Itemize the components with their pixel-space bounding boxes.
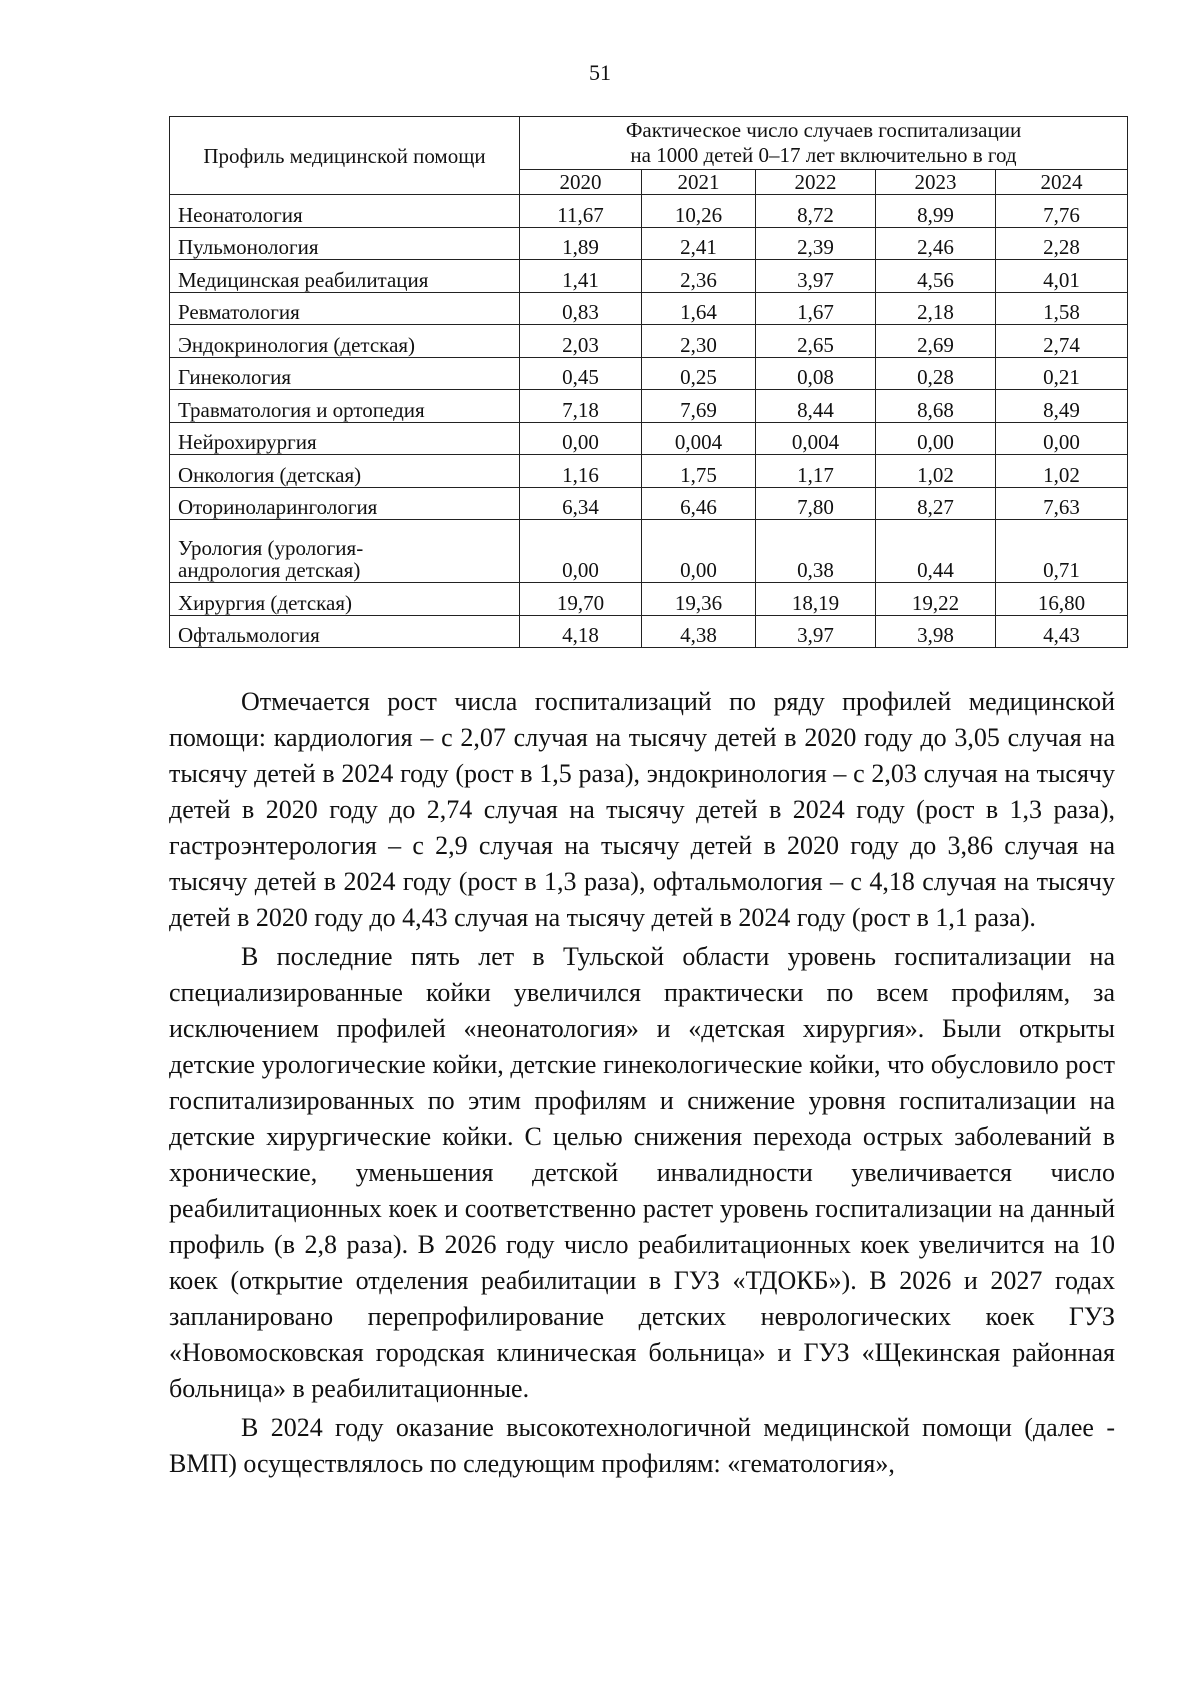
table-row (170, 357, 1128, 390)
year-header: 2024 (996, 170, 1128, 195)
table-row (170, 325, 1128, 358)
table-row (170, 583, 1128, 616)
table-row (170, 455, 1128, 488)
row-value: 0,00 (996, 422, 1128, 455)
table-row (170, 487, 1128, 520)
row-profile: Эндокринология (детская) (170, 325, 520, 358)
row-value: 6,34 (520, 487, 642, 520)
row-profile: Хирургия (детская) (170, 583, 520, 616)
row-value: 0,21 (996, 357, 1128, 390)
row-value: 8,27 (876, 487, 996, 520)
row-value: 4,56 (876, 260, 996, 293)
row-value: 2,03 (520, 325, 642, 358)
row-value: 1,17 (756, 455, 876, 488)
row-value: 1,02 (996, 455, 1128, 488)
row-value: 0,45 (520, 357, 642, 390)
year-header: 2023 (876, 170, 996, 195)
row-profile: Оториноларингология (170, 487, 520, 520)
table-row (170, 390, 1128, 423)
row-value: 2,65 (756, 325, 876, 358)
row-profile (170, 520, 520, 583)
row-profile-line2: андрология детская) (178, 558, 361, 583)
year-header: 2022 (756, 170, 876, 195)
row-value: 6,46 (642, 487, 756, 520)
header-profile: Профиль медицинской помощи (170, 117, 520, 195)
row-value: 4,01 (996, 260, 1128, 293)
year-header: 2021 (642, 170, 756, 195)
row-value: 0,00 (520, 422, 642, 455)
row-value: 2,74 (996, 325, 1128, 358)
paragraph: В последние пять лет в Тульской области уровень госпитализации на специализированные койки увеличился практически по всем профилям, за исключением профилей «неонатология» и «детская хирургия». Были открыты детские урологические койки, детские гинекологические койки, что обусловило рост госпитализированных по этим профилям и снижение уровня госпитализации на детские хирургические койки. С целью снижения перехода острых заболеваний в хронические, уменьшения детской инвалидности увеличивается число реабилитационных коек и соответственно растет уровень госпитализации на данный профиль (в 2,8 раза). В 2026 году число реабилитационных коек увеличится на 10 коек (открытие отделения реабилитации в ГУЗ «ТДОКБ»). В 2026 и 2027 годах запланировано перепрофилирование детских неврологических коек ГУЗ «Новомосковская городская клиническая больница» и ГУЗ «Щекинская районная больница» в реабилитационные. (169, 942, 1115, 1403)
row-profile: Пульмонология (170, 227, 520, 260)
row-value: 0,38 (756, 520, 876, 583)
row-value: 1,02 (876, 455, 996, 488)
table-row (170, 615, 1128, 648)
row-value: 4,43 (996, 615, 1128, 648)
row-value: 0,004 (756, 422, 876, 455)
row-value: 8,68 (876, 390, 996, 423)
body-text (169, 684, 1115, 1482)
row-value: 18,19 (756, 583, 876, 616)
hospitalization-table (169, 116, 1128, 648)
page-number: 51 (589, 60, 611, 85)
row-value: 2,46 (876, 227, 996, 260)
header-main-line1: Фактическое число случаев госпитализации (625, 118, 1022, 142)
row-value: 7,76 (996, 195, 1128, 228)
row-value: 2,28 (996, 227, 1128, 260)
table-row (170, 292, 1128, 325)
row-value: 7,80 (756, 487, 876, 520)
paragraph: В 2024 году оказание высокотехнологичной медицинской помощи (далее - ВМП) осуществлялось по следующим профилям: «гематология», (169, 1413, 1115, 1478)
row-value: 8,72 (756, 195, 876, 228)
row-value: 1,75 (642, 455, 756, 488)
row-value: 1,41 (520, 260, 642, 293)
row-value: 1,16 (520, 455, 642, 488)
row-value: 7,18 (520, 390, 642, 423)
header-main-line2: на 1000 детей 0–17 лет включительно в год (630, 143, 1017, 168)
row-value: 2,39 (756, 227, 876, 260)
row-value: 1,89 (520, 227, 642, 260)
row-value: 0,00 (876, 422, 996, 455)
row-value: 11,67 (520, 195, 642, 228)
row-profile: Онкология (детская) (170, 455, 520, 488)
table-row (170, 422, 1128, 455)
row-value: 0,004 (642, 422, 756, 455)
row-value: 0,00 (642, 520, 756, 583)
row-profile: Гинекология (170, 357, 520, 390)
row-value: 2,30 (642, 325, 756, 358)
table-row (170, 227, 1128, 260)
row-value: 0,83 (520, 292, 642, 325)
year-header: 2020 (520, 170, 642, 195)
row-value: 3,97 (756, 260, 876, 293)
table-row (170, 195, 1128, 228)
row-profile: Неонатология (170, 195, 520, 228)
row-value: 2,41 (642, 227, 756, 260)
row-profile: Офтальмология (170, 615, 520, 648)
row-value: 2,69 (876, 325, 996, 358)
row-profile: Ревматология (170, 292, 520, 325)
row-value: 7,69 (642, 390, 756, 423)
row-value: 3,98 (876, 615, 996, 648)
row-profile: Нейрохирургия (170, 422, 520, 455)
row-value: 1,58 (996, 292, 1128, 325)
row-value: 19,70 (520, 583, 642, 616)
header-main (520, 117, 1128, 170)
table-row (170, 520, 1128, 583)
row-value: 0,44 (876, 520, 996, 583)
row-value: 4,38 (642, 615, 756, 648)
row-profile: Травматология и ортопедия (170, 390, 520, 423)
row-value: 1,64 (642, 292, 756, 325)
row-value: 2,18 (876, 292, 996, 325)
row-value: 8,49 (996, 390, 1128, 423)
row-value: 16,80 (996, 583, 1128, 616)
row-value: 8,44 (756, 390, 876, 423)
row-value: 1,67 (756, 292, 876, 325)
row-value: 0,25 (642, 357, 756, 390)
row-value: 8,99 (876, 195, 996, 228)
row-profile: Медицинская реабилитация (170, 260, 520, 293)
row-value: 19,36 (642, 583, 756, 616)
row-value: 0,28 (876, 357, 996, 390)
row-profile-line1: Урология (урология- (178, 536, 364, 561)
row-value: 3,97 (756, 615, 876, 648)
row-value: 7,63 (996, 487, 1128, 520)
row-value: 0,00 (520, 520, 642, 583)
row-value: 0,08 (756, 357, 876, 390)
row-value: 4,18 (520, 615, 642, 648)
row-value: 10,26 (642, 195, 756, 228)
table-row (170, 260, 1128, 293)
row-value: 2,36 (642, 260, 756, 293)
row-value: 19,22 (876, 583, 996, 616)
row-value: 0,71 (996, 520, 1128, 583)
paragraph: Отмечается рост числа госпитализаций по ряду профилей медицинской помощи: кардиология – с 2,07 случая на тысячу детей в 2020 году до 3,05 случая на тысячу детей в 2024 году (рост в 1,5 раза), эндокринология – с 2,03 случая на тысячу детей в 2020 году до 2,74 случая на тысячу детей в 2024 году (рост в 1,3 раза), гастроэнтерология – с 2,9 случая на тысячу детей в 2020 году до 3,86 случая на тысячу детей в 2024 году (рост в 1,3 раза), офтальмология – с 4,18 случая на тысячу детей в 2020 году до 4,43 случая на тысячу детей в 2024 году (рост в 1,1 раза). (169, 687, 1115, 932)
